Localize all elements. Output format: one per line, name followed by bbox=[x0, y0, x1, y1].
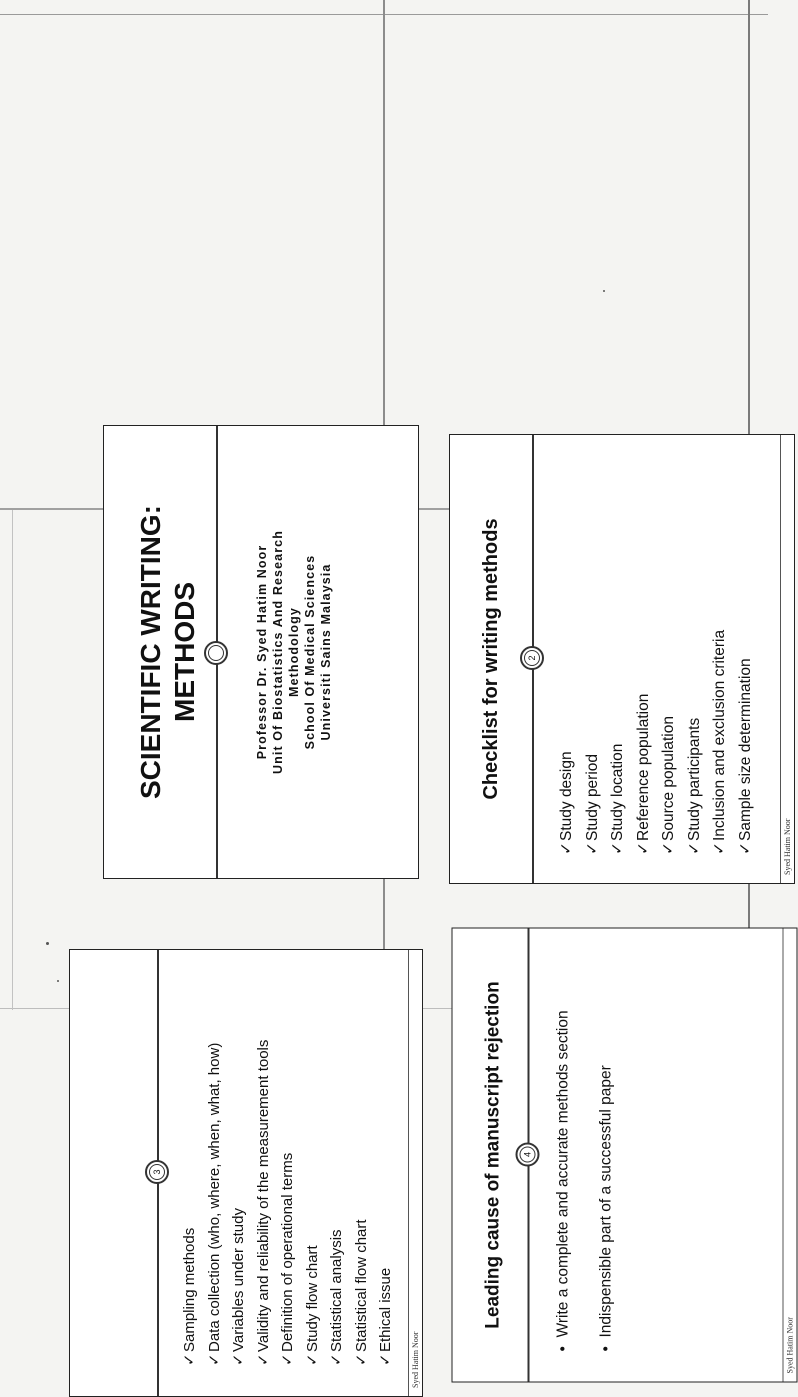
check-icon: ✓ bbox=[558, 842, 575, 855]
list-item-text: Inclusion and exclusion criteria bbox=[711, 629, 728, 841]
check-icon: ✓ bbox=[279, 1353, 296, 1366]
author-university: Universiti Sains Malaysia bbox=[319, 563, 333, 741]
check-icon: ✓ bbox=[230, 1353, 247, 1366]
list-item bbox=[276, 1040, 301, 1366]
list-item bbox=[350, 1040, 375, 1366]
list-item-text: Indispensible part of a successful paper bbox=[597, 1065, 615, 1338]
list-item-text: Study location bbox=[609, 743, 626, 841]
slide-4-card bbox=[452, 928, 798, 1383]
list-item-text: Definition of operational terms bbox=[279, 1152, 296, 1352]
author-school: School Of Medical Sciences bbox=[303, 554, 317, 750]
check-icon: ✓ bbox=[583, 842, 601, 855]
list-item-text: Sample size determination bbox=[736, 658, 754, 841]
footer-divider bbox=[408, 950, 409, 1396]
list-item-text: Variables under study bbox=[230, 1208, 247, 1352]
list-item bbox=[227, 1040, 252, 1366]
bullet-list bbox=[551, 1010, 619, 1351]
check-icon: ✓ bbox=[736, 842, 754, 855]
footer-author: Syed Hatim Noor bbox=[783, 818, 792, 875]
list-item bbox=[325, 1040, 350, 1366]
slide-1 bbox=[34, 40, 350, 799]
check-icon: ✓ bbox=[181, 1353, 198, 1366]
slide-3-card bbox=[69, 949, 423, 1397]
author-name: Professor Dr. Syed Hatim Noor bbox=[255, 544, 269, 760]
list-item-text: Study flow chart bbox=[303, 1245, 321, 1352]
slide-3 bbox=[22, 548, 420, 1388]
footer-divider bbox=[780, 435, 781, 883]
footer-author: Syed Hatim Noor bbox=[785, 1317, 795, 1374]
slide-number: 4 bbox=[522, 1152, 533, 1158]
slide-title-line-1: SCIENTIFIC WRITING: bbox=[135, 505, 166, 799]
author-unit-cont: Methodology bbox=[287, 607, 301, 697]
list-item-text: Source population bbox=[660, 716, 677, 841]
check-icon: ✓ bbox=[711, 842, 728, 855]
check-icon: ✓ bbox=[303, 1353, 321, 1366]
check-icon: ✓ bbox=[660, 842, 677, 855]
slide-number: 3 bbox=[152, 1169, 162, 1175]
list-item-text: Study period bbox=[583, 753, 601, 841]
list-item-text: Study participants bbox=[685, 717, 703, 841]
check-icon: ✓ bbox=[205, 1353, 223, 1366]
check-icon: ✓ bbox=[254, 1353, 272, 1366]
slide-title: Leading cause of manuscript rejection bbox=[482, 981, 504, 1329]
list-item bbox=[374, 1040, 399, 1366]
check-icon: ✓ bbox=[377, 1353, 394, 1366]
check-icon: ✓ bbox=[609, 842, 626, 855]
list-item-text: Study design bbox=[558, 751, 575, 841]
bullet-icon: • bbox=[597, 1346, 615, 1352]
list-item-text: Validity and reliability of the measurement tools bbox=[254, 1039, 272, 1352]
footer-divider bbox=[783, 929, 784, 1382]
check-icon: ✓ bbox=[328, 1353, 345, 1366]
slide-number-badge bbox=[516, 1143, 540, 1167]
check-icon: ✓ bbox=[634, 842, 652, 855]
check-icon: ✓ bbox=[685, 842, 703, 855]
list-item bbox=[594, 1010, 619, 1351]
list-item-text: Data collection (who, where, when, what, how) bbox=[205, 1042, 223, 1352]
slide-title-line-2: METHODS bbox=[169, 582, 200, 722]
list-item-text: Statistical flow chart bbox=[352, 1219, 370, 1352]
list-item bbox=[551, 1010, 576, 1351]
author-unit: Unit Of Biostatistics And Research bbox=[271, 530, 285, 774]
slide-title: Checklist for writing methods bbox=[480, 518, 502, 800]
checklist bbox=[178, 1040, 399, 1366]
list-item-text: Sampling methods bbox=[181, 1227, 198, 1352]
slide-2 bbox=[397, 36, 792, 875]
check-icon: ✓ bbox=[352, 1353, 370, 1366]
slide-number-badge bbox=[145, 1160, 169, 1184]
list-item bbox=[301, 1040, 326, 1366]
list-item bbox=[178, 1040, 203, 1366]
list-item-text: Write a complete and accurate methods section bbox=[554, 1010, 572, 1338]
slide-number: 2 bbox=[527, 655, 537, 661]
list-item bbox=[203, 1040, 228, 1366]
page-left-edge bbox=[12, 510, 13, 1010]
footer-author: Syed Hatim Noor bbox=[411, 1331, 420, 1388]
list-item-text: Ethical issue bbox=[377, 1267, 394, 1352]
list-item-text: Reference population bbox=[634, 693, 652, 841]
list-item bbox=[252, 1040, 277, 1366]
list-item-text: Statistical analysis bbox=[328, 1229, 345, 1352]
bullet-icon: • bbox=[554, 1346, 572, 1352]
